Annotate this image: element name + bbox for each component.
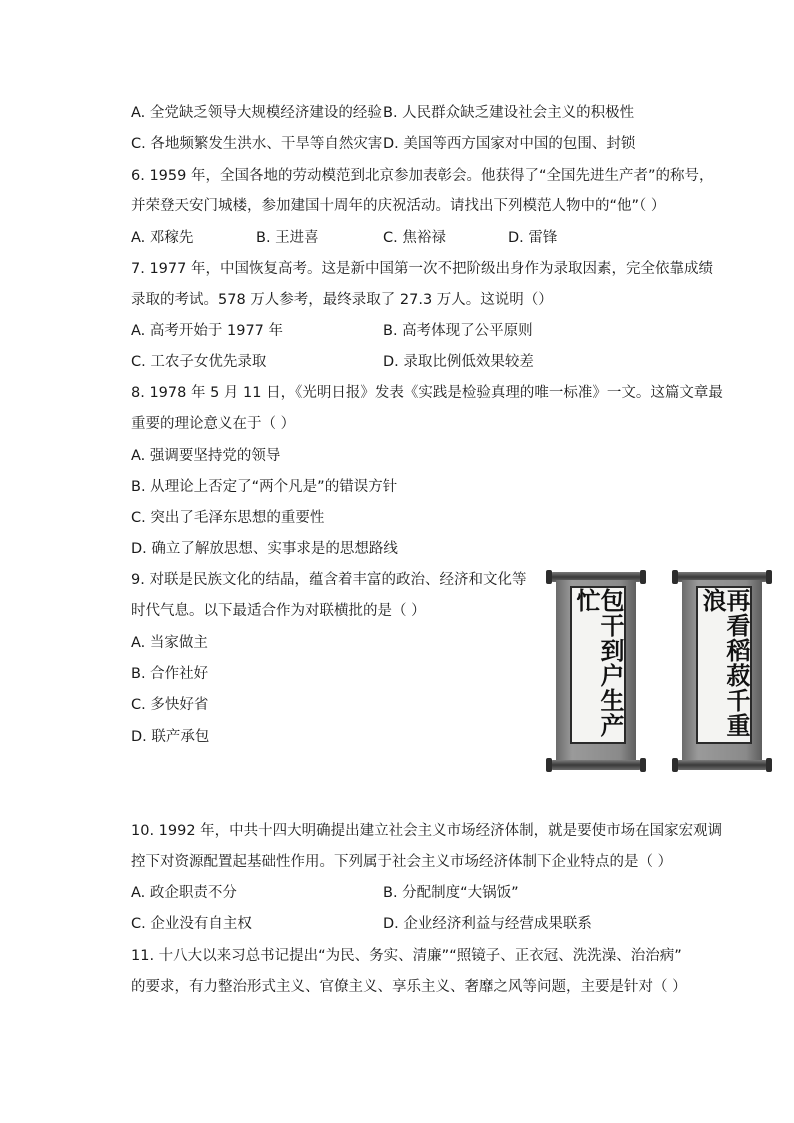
q10-option-b: B. 分配制度“大锅饭”: [383, 885, 519, 901]
q10-option-a: A. 政企职责不分: [131, 885, 237, 901]
q7-option-b: B. 高考体现了公平原则: [383, 323, 533, 339]
q7-option-c: C. 工农子女优先录取: [131, 354, 267, 370]
q6-stem-line1: 6. 1959 年，全国各地的劳动模范到北京参加表彰会。他获得了“全国先进生产者”的称号，: [131, 168, 714, 184]
q9-option-d: D. 联产承包: [131, 729, 210, 745]
q7-option-d: D. 录取比例低效果较差: [383, 354, 534, 370]
q9-option-a: A. 当家做主: [131, 635, 208, 651]
q5-option-d: D. 美国等西方国家对中国的包围、封锁: [383, 136, 636, 152]
q10-option-c: C. 企业没有自主权: [131, 916, 252, 932]
couplet-left-text: 包干到户生产忙: [572, 588, 625, 738]
q8-option-b: B. 从理论上否定了“两个凡是”的错误方针: [131, 479, 398, 495]
q11-stem-line2: 的要求，有力整治形式主义、官僚主义、享乐主义、奢靡之风等问题，主要是针对（ ）: [131, 979, 687, 995]
q8-stem-line2: 重要的理论意义在于（ ）: [131, 416, 296, 432]
couplet-image: [548, 572, 782, 770]
q6-option-a: A. 邓稼先: [131, 230, 194, 246]
q7-stem-line1: 7. 1977 年，中国恢复高考。这是新中国第一次不把阶级出身作为录取因素，完全依靠成绩: [131, 261, 713, 277]
q8-option-d: D. 确立了解放思想、实事求是的思想路线: [131, 541, 398, 557]
q9-stem-line2: 时代气息。以下最适合作为对联横批的是（ ）: [131, 603, 426, 619]
q10-option-d: D. 企业经济利益与经营成果联系: [383, 916, 592, 932]
q9-stem-line1: 9. 对联是民族文化的结晶，蕴含着丰富的政治、经济和文化等: [131, 572, 527, 588]
q10-stem-line2: 控下对资源配置起基础性作用。下列属于社会主义市场经济体制下企业特点的是（ ）: [131, 854, 673, 870]
q10-stem-line1: 10. 1992 年，中共十四大明确提出建立社会主义市场经济体制，就是要使市场在国家宏观调: [131, 823, 723, 839]
q6-option-c: C. 焦裕禄: [383, 230, 446, 246]
q7-option-a: A. 高考开始于 1977 年: [131, 323, 284, 339]
q5-option-b: B. 人民群众缺乏建设社会主义的积极性: [383, 105, 635, 121]
q6-option-b: B. 王进喜: [256, 230, 319, 246]
q9-option-c: C. 多快好省: [131, 697, 209, 713]
couplet-scroll-right: [676, 572, 768, 770]
q8-option-c: C. 突出了毛泽东思想的重要性: [131, 510, 325, 526]
q8-stem-line1: 8. 1978 年 5 月 11 日，《光明日报》发表《实践是检验真理的唯一标准》一文。这篇文章最: [131, 385, 723, 401]
couplet-scroll-left: [550, 572, 642, 770]
q5-option-c: C. 各地频繁发生洪水、干旱等自然灾害: [131, 136, 383, 152]
q5-option-a: A. 全党缺乏领导大规模经济建设的经验: [131, 105, 382, 121]
q6-stem-line2: 并荣登天安门城楼，参加建国十周年的庆祝活动。请找出下列模范人物中的“他”（ ）: [131, 198, 666, 214]
q7-stem-line2: 录取的考试。578 万人参考，最终录取了 27.3 万人。这说明（）: [131, 292, 553, 308]
q8-option-a: A. 强调要坚持党的领导: [131, 448, 281, 464]
q9-option-b: B. 合作社好: [131, 666, 209, 682]
q11-stem-line1: 11. 十八大以来习总书记提出“为民、务实、清廉”“照镜子、正衣冠、洗洗澡、治治病”: [131, 948, 682, 964]
couplet-right-text: 再看稻菽千重浪: [698, 588, 751, 738]
q6-option-d: D. 雷锋: [508, 230, 558, 246]
